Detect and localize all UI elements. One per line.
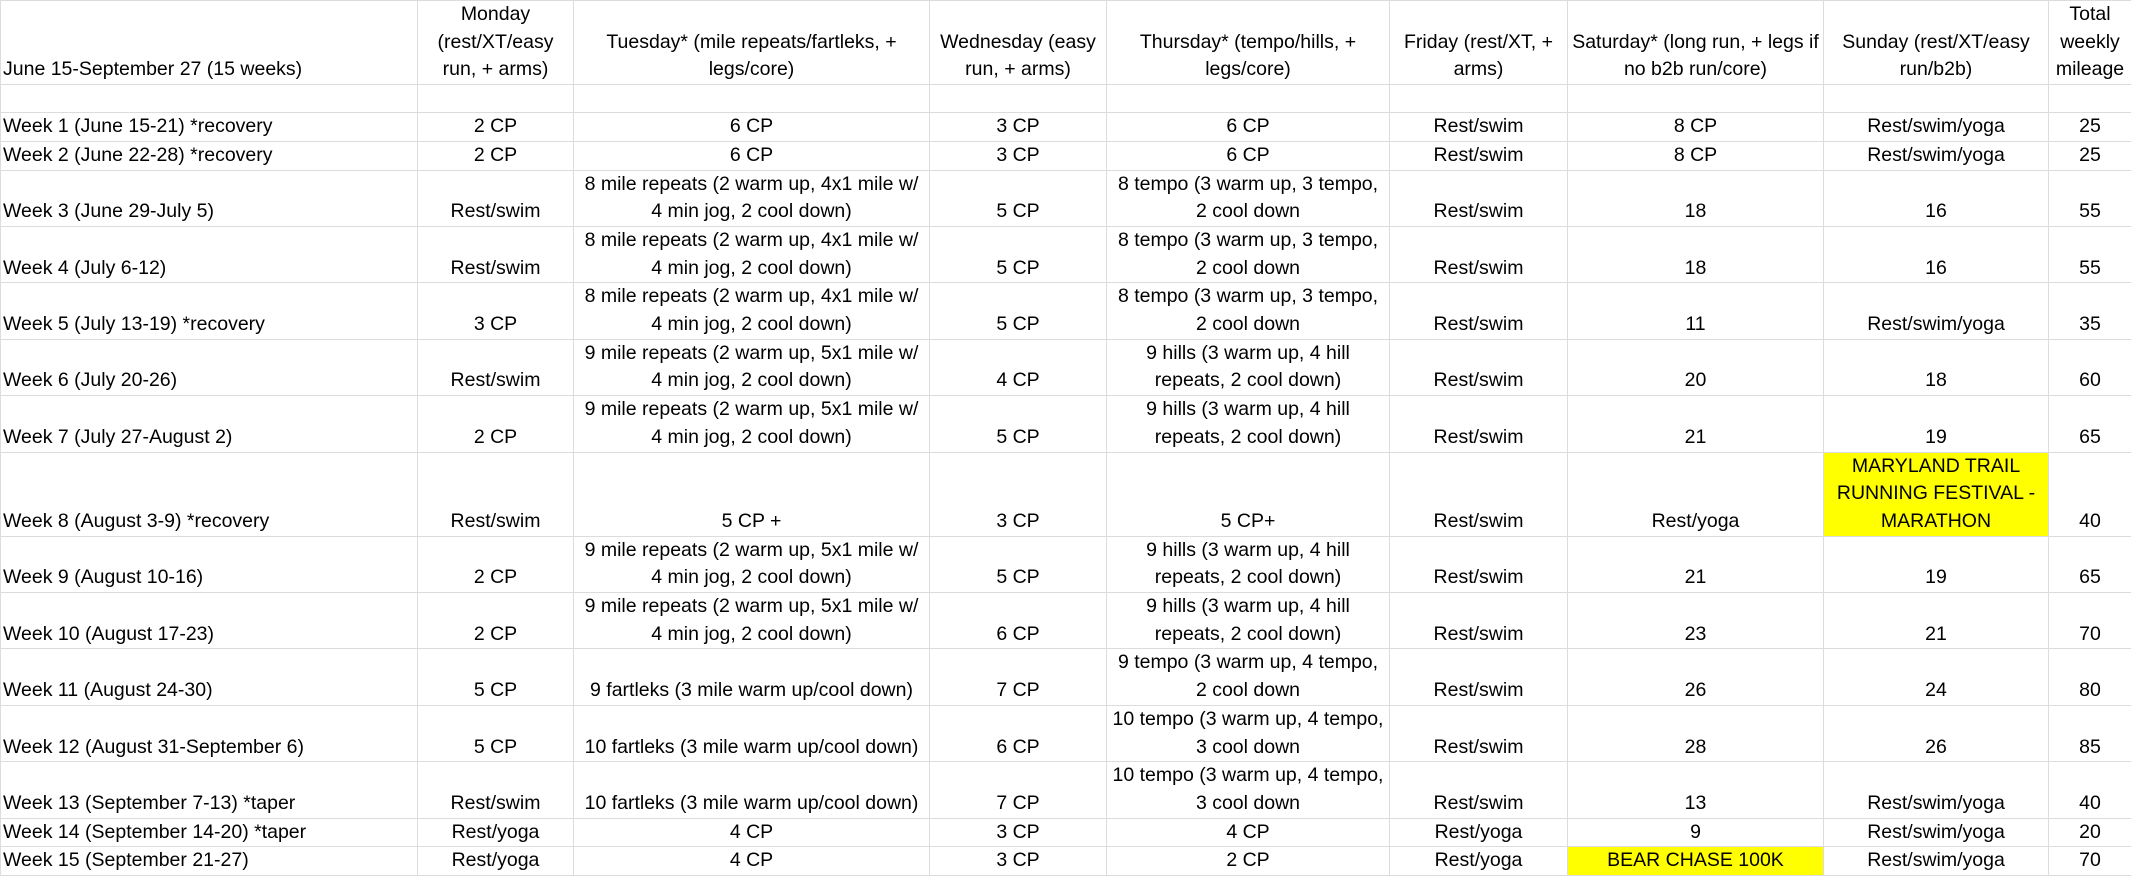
wednesday-cell[interactable]: 3 CP: [930, 452, 1107, 536]
empty-cell[interactable]: [574, 85, 930, 113]
thursday-cell[interactable]: 10 tempo (3 warm up, 4 tempo, 3 cool down: [1107, 705, 1390, 761]
monday-cell[interactable]: 2 CP: [418, 113, 574, 142]
wednesday-cell[interactable]: 3 CP: [930, 113, 1107, 142]
monday-cell[interactable]: 2 CP: [418, 593, 574, 649]
tuesday-cell[interactable]: 5 CP +: [574, 452, 930, 536]
saturday-cell[interactable]: 13: [1568, 762, 1824, 818]
monday-cell[interactable]: Rest/swim: [418, 226, 574, 282]
total-mileage-cell[interactable]: 55: [2049, 226, 2131, 282]
sunday-cell[interactable]: 26: [1824, 705, 2049, 761]
tuesday-cell[interactable]: 8 mile repeats (2 warm up, 4x1 mile w/ 4 min jog, 2 cool down): [574, 283, 930, 339]
thursday-cell[interactable]: 6 CP: [1107, 141, 1390, 170]
tuesday-cell[interactable]: 6 CP: [574, 141, 930, 170]
wednesday-cell[interactable]: 3 CP: [930, 847, 1107, 876]
week-row: [1, 170, 2131, 226]
thursday-cell[interactable]: 9 hills (3 warm up, 4 hill repeats, 2 cool down): [1107, 339, 1390, 395]
wednesday-cell[interactable]: 3 CP: [930, 818, 1107, 847]
week-row: [1, 818, 2131, 847]
week-label-cell[interactable]: Week 6 (July 20-26): [1, 339, 418, 395]
tuesday-cell[interactable]: 10 fartleks (3 mile warm up/cool down): [574, 705, 930, 761]
wednesday-cell[interactable]: 6 CP: [930, 705, 1107, 761]
thursday-cell[interactable]: 9 hills (3 warm up, 4 hill repeats, 2 cool down): [1107, 396, 1390, 452]
week-row: [1, 536, 2131, 592]
friday-cell[interactable]: Rest/swim: [1390, 396, 1568, 452]
tuesday-cell[interactable]: 8 mile repeats (2 warm up, 4x1 mile w/ 4 min jog, 2 cool down): [574, 226, 930, 282]
week-label-cell[interactable]: Week 13 (September 7-13) *taper: [1, 762, 418, 818]
wednesday-cell[interactable]: 6 CP: [930, 593, 1107, 649]
header-row: [1, 1, 2131, 85]
week-row: [1, 141, 2131, 170]
friday-cell[interactable]: Rest/swim: [1390, 536, 1568, 592]
blank-row: [1, 85, 2131, 113]
week-row: [1, 847, 2131, 876]
thursday-cell[interactable]: 4 CP: [1107, 818, 1390, 847]
header-wednesday[interactable]: Wednesday (easy run, + arms): [930, 1, 1107, 85]
friday-cell[interactable]: Rest/swim: [1390, 649, 1568, 705]
sunday-cell[interactable]: Rest/swim/yoga: [1824, 283, 2049, 339]
saturday-cell[interactable]: 26: [1568, 649, 1824, 705]
week-row: [1, 762, 2131, 818]
week-row: [1, 649, 2131, 705]
sunday-cell[interactable]: 16: [1824, 170, 2049, 226]
empty-cell[interactable]: [1107, 85, 1390, 113]
wednesday-cell[interactable]: 7 CP: [930, 649, 1107, 705]
week-row: [1, 452, 2131, 536]
monday-cell[interactable]: Rest/swim: [418, 452, 574, 536]
tuesday-cell[interactable]: 9 fartleks (3 mile warm up/cool down): [574, 649, 930, 705]
sunday-cell[interactable]: 16: [1824, 226, 2049, 282]
empty-cell[interactable]: [1824, 85, 2049, 113]
wednesday-cell[interactable]: 5 CP: [930, 283, 1107, 339]
total-mileage-cell[interactable]: 25: [2049, 113, 2131, 142]
thursday-cell[interactable]: 9 hills (3 warm up, 4 hill repeats, 2 cool down): [1107, 536, 1390, 592]
saturday-cell[interactable]: 8 CP: [1568, 141, 1824, 170]
total-mileage-cell[interactable]: 80: [2049, 649, 2131, 705]
sunday-cell[interactable]: Rest/swim/yoga: [1824, 818, 2049, 847]
monday-cell[interactable]: 2 CP: [418, 536, 574, 592]
week-row: [1, 396, 2131, 452]
saturday-cell[interactable]: 18: [1568, 226, 1824, 282]
total-mileage-cell[interactable]: 20: [2049, 818, 2131, 847]
sunday-cell[interactable]: Rest/swim/yoga: [1824, 847, 2049, 876]
saturday-cell[interactable]: 21: [1568, 396, 1824, 452]
friday-cell[interactable]: Rest/yoga: [1390, 847, 1568, 876]
friday-cell[interactable]: Rest/swim: [1390, 170, 1568, 226]
week-row: [1, 593, 2131, 649]
week-row: [1, 226, 2131, 282]
tuesday-cell[interactable]: 6 CP: [574, 113, 930, 142]
tuesday-cell[interactable]: 9 mile repeats (2 warm up, 5x1 mile w/ 4 min jog, 2 cool down): [574, 593, 930, 649]
empty-cell[interactable]: [418, 85, 574, 113]
saturday-cell[interactable]: 23: [1568, 593, 1824, 649]
week-label-cell[interactable]: Week 7 (July 27-August 2): [1, 396, 418, 452]
total-mileage-cell[interactable]: 55: [2049, 170, 2131, 226]
sunday-cell[interactable]: 19: [1824, 396, 2049, 452]
saturday-cell[interactable]: 18: [1568, 170, 1824, 226]
empty-cell[interactable]: [2049, 85, 2131, 113]
header-thursday[interactable]: Thursday* (tempo/hills, + legs/core): [1107, 1, 1390, 85]
total-mileage-cell[interactable]: 25: [2049, 141, 2131, 170]
header-friday[interactable]: Friday (rest/XT, + arms): [1390, 1, 1568, 85]
thursday-cell[interactable]: 9 hills (3 warm up, 4 hill repeats, 2 cool down): [1107, 593, 1390, 649]
total-mileage-cell[interactable]: 60: [2049, 339, 2131, 395]
header-date-range[interactable]: June 15-September 27 (15 weeks): [1, 1, 418, 85]
saturday-cell[interactable]: 21: [1568, 536, 1824, 592]
week-label-cell[interactable]: Week 4 (July 6-12): [1, 226, 418, 282]
tuesday-cell[interactable]: 4 CP: [574, 818, 930, 847]
total-mileage-cell[interactable]: 70: [2049, 593, 2131, 649]
header-saturday[interactable]: Saturday* (long run, + legs if no b2b run/core): [1568, 1, 1824, 85]
monday-cell[interactable]: 5 CP: [418, 705, 574, 761]
friday-cell[interactable]: Rest/swim: [1390, 141, 1568, 170]
thursday-cell[interactable]: 5 CP+: [1107, 452, 1390, 536]
total-mileage-cell[interactable]: 70: [2049, 847, 2131, 876]
friday-cell[interactable]: Rest/yoga: [1390, 818, 1568, 847]
wednesday-cell[interactable]: 4 CP: [930, 339, 1107, 395]
week-label-cell[interactable]: Week 5 (July 13-19) *recovery: [1, 283, 418, 339]
tuesday-cell[interactable]: 8 mile repeats (2 warm up, 4x1 mile w/ 4 min jog, 2 cool down): [574, 170, 930, 226]
wednesday-cell[interactable]: 5 CP: [930, 226, 1107, 282]
monday-cell[interactable]: 3 CP: [418, 283, 574, 339]
empty-cell[interactable]: [1, 85, 418, 113]
sunday-cell[interactable]: 21: [1824, 593, 2049, 649]
thursday-cell[interactable]: 8 tempo (3 warm up, 3 tempo, 2 cool down: [1107, 283, 1390, 339]
week-label-cell[interactable]: Week 10 (August 17-23): [1, 593, 418, 649]
total-mileage-cell[interactable]: 40: [2049, 452, 2131, 536]
friday-cell[interactable]: Rest/swim: [1390, 226, 1568, 282]
wednesday-cell[interactable]: 5 CP: [930, 536, 1107, 592]
empty-cell[interactable]: [1568, 85, 1824, 113]
tuesday-cell[interactable]: 9 mile repeats (2 warm up, 5x1 mile w/ 4 min jog, 2 cool down): [574, 396, 930, 452]
week-label-cell[interactable]: Week 2 (June 22-28) *recovery: [1, 141, 418, 170]
week-row: [1, 705, 2131, 761]
thursday-cell[interactable]: 8 tempo (3 warm up, 3 tempo, 2 cool down: [1107, 170, 1390, 226]
wednesday-cell[interactable]: 3 CP: [930, 141, 1107, 170]
saturday-cell[interactable]: 9: [1568, 818, 1824, 847]
tuesday-cell[interactable]: 9 mile repeats (2 warm up, 5x1 mile w/ 4 min jog, 2 cool down): [574, 339, 930, 395]
saturday-cell[interactable]: 20: [1568, 339, 1824, 395]
wednesday-cell[interactable]: 5 CP: [930, 396, 1107, 452]
empty-cell[interactable]: [930, 85, 1107, 113]
monday-cell[interactable]: 2 CP: [418, 141, 574, 170]
tuesday-cell[interactable]: 9 mile repeats (2 warm up, 5x1 mile w/ 4 min jog, 2 cool down): [574, 536, 930, 592]
monday-cell[interactable]: Rest/yoga: [418, 847, 574, 876]
friday-cell[interactable]: Rest/swim: [1390, 113, 1568, 142]
week-row: [1, 339, 2131, 395]
week-label-cell[interactable]: Week 3 (June 29-July 5): [1, 170, 418, 226]
friday-cell[interactable]: Rest/swim: [1390, 593, 1568, 649]
monday-cell[interactable]: 5 CP: [418, 649, 574, 705]
week-label-cell[interactable]: Week 12 (August 31-September 6): [1, 705, 418, 761]
saturday-cell[interactable]: 11: [1568, 283, 1824, 339]
header-monday[interactable]: Monday (rest/XT/easy run, + arms): [418, 1, 574, 85]
thursday-cell[interactable]: 2 CP: [1107, 847, 1390, 876]
sunday-cell[interactable]: Rest/swim/yoga: [1824, 762, 2049, 818]
friday-cell[interactable]: Rest/swim: [1390, 339, 1568, 395]
monday-cell[interactable]: Rest/swim: [418, 762, 574, 818]
sunday-cell[interactable]: Rest/swim/yoga: [1824, 141, 2049, 170]
thursday-cell[interactable]: 6 CP: [1107, 113, 1390, 142]
wednesday-cell[interactable]: 5 CP: [930, 170, 1107, 226]
monday-cell[interactable]: Rest/yoga: [418, 818, 574, 847]
monday-cell[interactable]: Rest/swim: [418, 170, 574, 226]
week-label-cell[interactable]: Week 14 (September 14-20) *taper: [1, 818, 418, 847]
header-sunday[interactable]: Sunday (rest/XT/easy run/b2b): [1824, 1, 2049, 85]
total-mileage-cell[interactable]: 65: [2049, 396, 2131, 452]
header-tuesday[interactable]: Tuesday* (mile repeats/fartleks, + legs/core): [574, 1, 930, 85]
week-label-cell[interactable]: Week 15 (September 21-27): [1, 847, 418, 876]
week-label-cell[interactable]: Week 8 (August 3-9) *recovery: [1, 452, 418, 536]
friday-cell[interactable]: Rest/swim: [1390, 705, 1568, 761]
week-label-cell[interactable]: Week 1 (June 15-21) *recovery: [1, 113, 418, 142]
header-total-mileage[interactable]: Total weekly mileage: [2049, 1, 2131, 85]
sunday-cell[interactable]: 24: [1824, 649, 2049, 705]
total-mileage-cell[interactable]: 85: [2049, 705, 2131, 761]
friday-cell[interactable]: Rest/swim: [1390, 452, 1568, 536]
friday-cell[interactable]: Rest/swim: [1390, 762, 1568, 818]
wednesday-cell[interactable]: 7 CP: [930, 762, 1107, 818]
friday-cell[interactable]: Rest/swim: [1390, 283, 1568, 339]
sunday-cell[interactable]: 18: [1824, 339, 2049, 395]
week-label-cell[interactable]: Week 9 (August 10-16): [1, 536, 418, 592]
thursday-cell[interactable]: 8 tempo (3 warm up, 3 tempo, 2 cool down: [1107, 226, 1390, 282]
thursday-cell[interactable]: 9 tempo (3 warm up, 4 tempo, 2 cool down: [1107, 649, 1390, 705]
week-row: [1, 113, 2131, 142]
sunday-race-cell[interactable]: MARYLAND TRAIL RUNNING FESTIVAL - MARATHON: [1824, 452, 2049, 536]
total-mileage-cell[interactable]: 35: [2049, 283, 2131, 339]
week-row: [1, 283, 2131, 339]
total-mileage-cell[interactable]: 65: [2049, 536, 2131, 592]
tuesday-cell[interactable]: 10 fartleks (3 mile warm up/cool down): [574, 762, 930, 818]
monday-cell[interactable]: Rest/swim: [418, 339, 574, 395]
saturday-race-cell[interactable]: BEAR CHASE 100K: [1568, 847, 1824, 876]
empty-cell[interactable]: [1390, 85, 1568, 113]
saturday-cell[interactable]: 28: [1568, 705, 1824, 761]
saturday-cell[interactable]: 8 CP: [1568, 113, 1824, 142]
tuesday-cell[interactable]: 4 CP: [574, 847, 930, 876]
monday-cell[interactable]: 2 CP: [418, 396, 574, 452]
thursday-cell[interactable]: 10 tempo (3 warm up, 4 tempo, 3 cool down: [1107, 762, 1390, 818]
total-mileage-cell[interactable]: 40: [2049, 762, 2131, 818]
sunday-cell[interactable]: Rest/swim/yoga: [1824, 113, 2049, 142]
sunday-cell[interactable]: 19: [1824, 536, 2049, 592]
saturday-cell[interactable]: Rest/yoga: [1568, 452, 1824, 536]
week-label-cell[interactable]: Week 11 (August 24-30): [1, 649, 418, 705]
